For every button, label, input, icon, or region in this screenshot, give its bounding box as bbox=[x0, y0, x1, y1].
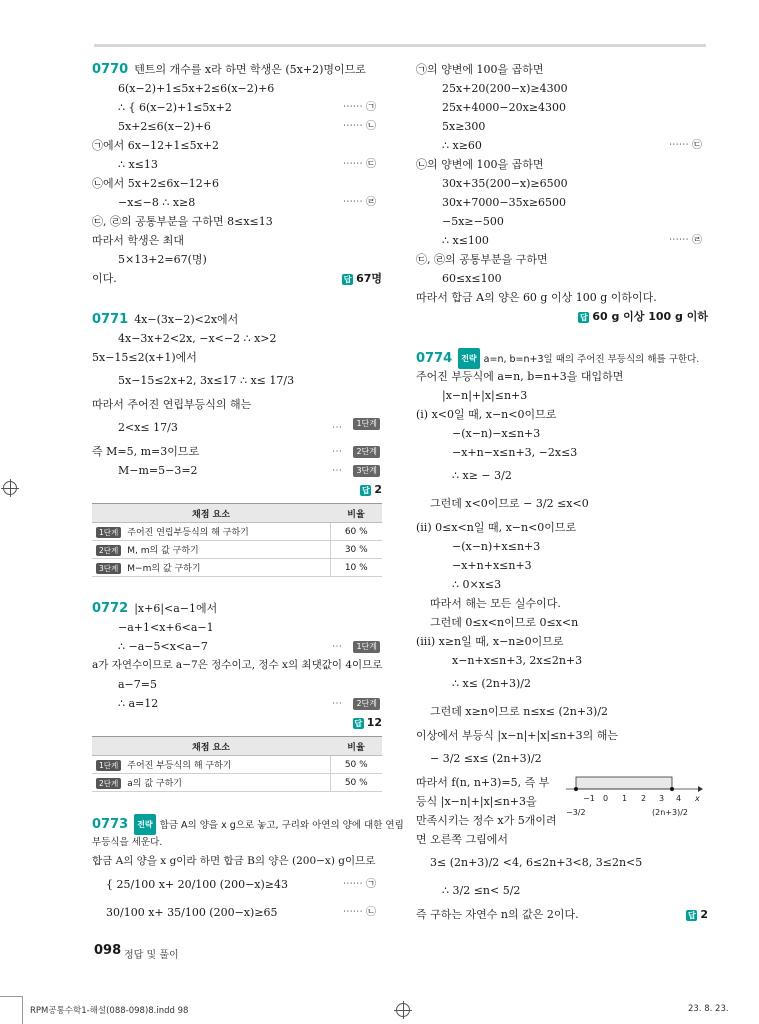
right-endpoint-label: (2n+3)/2 bbox=[652, 808, 688, 817]
math-line: 4x−3x+2<2x, −x<−2 ∴ x>2 bbox=[118, 332, 277, 345]
math-line: ∴ 0×x≤3 bbox=[452, 578, 502, 591]
math-line: 그런데 x≥n이므로 n≤x≤ (2n+3)/2 bbox=[430, 705, 609, 718]
math-line: 5x−15≤2x+2, 3x≤17 ∴ x≤ 17/3 bbox=[118, 374, 295, 387]
answer-0773: 답 60 g 이상 100 g 이하 bbox=[579, 310, 708, 323]
step-badge: 1단계 bbox=[353, 641, 380, 653]
math-line: −x≤−8 ∴ x≥8 ⋯⋯ ㉣ bbox=[118, 196, 376, 209]
math-line: 따라서 f(n, n+3)=5, 즉 부 bbox=[416, 776, 550, 789]
step-badge: 3단계 bbox=[353, 465, 380, 477]
problem-number: 0772 bbox=[92, 601, 129, 616]
math-line: 즉 M=5, m=3이므로 ⋯ 2단계 bbox=[92, 442, 382, 461]
math-line: ㉠의 양변에 100을 곱하면 bbox=[416, 63, 544, 76]
numberline-block bbox=[416, 773, 708, 849]
math-line: −a+1<x+6<a−1 bbox=[118, 621, 214, 634]
answer-0771: 답 2 bbox=[361, 483, 382, 496]
axis-arrow bbox=[698, 786, 703, 792]
answer-icon: 답 bbox=[687, 911, 696, 920]
step-badge: 1단계 bbox=[353, 418, 380, 430]
math-line: − 3/2 ≤x≤ (2n+3)/2 bbox=[430, 752, 542, 765]
problem-0773-header: 0773 전략 합금 A의 양을 x g으로 놓고, 구리와 아연의 양에 대한 연립 bbox=[92, 814, 382, 833]
math-line: ∴ a=12 ⋯ 2단계 bbox=[92, 694, 382, 713]
answer-icon: 답 bbox=[579, 313, 588, 322]
endpoint-left bbox=[574, 787, 578, 791]
math-line: 30x+35(200−x)≥6500 bbox=[442, 177, 568, 190]
math-line: 3≤ (2n+3)/2 <4, 6≤2n+3<8, 3≤2n<5 bbox=[430, 856, 643, 869]
math-line: ∴ x≥ − 3/2 bbox=[452, 469, 512, 482]
math-line: (ii) 0≤x<n일 때, x−n<0이므로 bbox=[416, 521, 577, 534]
problem-number: 0771 bbox=[92, 312, 129, 327]
problem-0771-header: 0771 4x−(3x−2)<2x에서 bbox=[92, 312, 239, 327]
tick-label: 4 bbox=[676, 794, 682, 803]
answer-0772: 답 12 bbox=[354, 716, 382, 729]
math-line: ㉢, ㉣의 공통부분을 구하면 8≤x≤13 bbox=[92, 215, 273, 228]
math-line: 이다. 답 67명 bbox=[92, 269, 382, 288]
math-line: ∴ x≥60 ⋯⋯ ㉢ bbox=[442, 139, 702, 152]
scoring-table-0771: 채점 요소 비율 1단계 주어진 연립부등식의 해 구하기 60 % 2단계 M, m의 값 구하기 30 % 3단계 M−m의 값 구하기 10 % bbox=[92, 503, 382, 577]
math-line: −x+n−x≤n+3, −2x≤3 bbox=[452, 446, 578, 459]
math-line: 5x≥300 bbox=[442, 120, 486, 133]
math-line: 합금 A의 양을 x g이라 하면 합금 B의 양은 (200−x) g이므로 bbox=[92, 855, 376, 867]
math-line: −x+n+x≤n+3 bbox=[452, 559, 532, 572]
math-line: ∴ x≤100 ⋯⋯ ㉣ bbox=[442, 234, 702, 247]
top-rule bbox=[94, 44, 706, 47]
tick-label: 0 bbox=[603, 794, 609, 803]
endpoint-right bbox=[670, 787, 674, 791]
strategy-badge: 전략 bbox=[458, 348, 479, 369]
math-line: ㉡에서 5x+2≤6x−12+6 bbox=[92, 177, 220, 190]
math-line: 25x+4000−20x≥4300 bbox=[442, 101, 567, 114]
math-line: ∴ { 6(x−2)+1≤5x+2 ⋯⋯ ㉠ bbox=[118, 101, 376, 114]
math-line: 주어진 부등식에 a=n, b=n+3을 대입하면 bbox=[416, 370, 624, 383]
problem-number: 0770 bbox=[92, 62, 129, 77]
math-line: 그런데 0≤x<n이므로 0≤x<n bbox=[430, 616, 579, 629]
right-column bbox=[416, 60, 708, 924]
math-line: −(x−n)+x≤n+3 bbox=[452, 540, 541, 553]
math-line: (i) x<0일 때, x−n<0이므로 bbox=[416, 408, 557, 421]
answer-icon: 답 bbox=[354, 719, 363, 728]
math-line: 등식 |x−n|+|x|≤n+3을 bbox=[416, 795, 537, 808]
math-line: a가 자연수이므로 a−7은 정수이고, 정수 x의 최댓값이 4이므로 bbox=[92, 659, 383, 671]
tick-label: 1 bbox=[622, 794, 628, 803]
math-line: 따라서 해는 모든 실수이다. bbox=[430, 597, 561, 610]
left-column bbox=[92, 60, 404, 927]
problem-number: 0774 bbox=[416, 351, 453, 366]
math-line: x−n+x≤n+3, 2x≤2n+3 bbox=[452, 654, 583, 667]
math-line: a−7=5 bbox=[118, 678, 157, 691]
math-line: 따라서 주어진 연립부등식의 해는 bbox=[92, 398, 252, 411]
math-line: 60≤x≤100 bbox=[442, 272, 502, 285]
math-line: ㉠에서 6x−12+1≤5x+2 bbox=[92, 139, 220, 152]
math-line: { 25/100 x+ 20/100 (200−x)≥43 ⋯⋯ ㉠ bbox=[106, 878, 376, 891]
footer-label: 정답 및 풀이 bbox=[124, 950, 179, 961]
strategy-badge: 전략 bbox=[134, 814, 155, 835]
math-line: 2<x≤ 17/3 ⋯ 1단계 bbox=[92, 414, 382, 442]
answer-0774: 답 2 bbox=[687, 908, 708, 921]
print-date: 23. 8. 23. bbox=[688, 1004, 729, 1014]
math-line: 따라서 학생은 최대 bbox=[92, 234, 185, 247]
math-line: M−m=5−3=2 ⋯ 3단계 bbox=[92, 461, 382, 480]
step-badge: 2단계 bbox=[353, 446, 380, 458]
solution-region bbox=[576, 777, 672, 789]
file-slug: RPM공통수학1-해설(088-098)8.indd 98 bbox=[30, 1006, 189, 1016]
math-line: 5x−15≤2(x+1)에서 bbox=[92, 351, 197, 364]
math-line: 6(x−2)+1≤5x+2≤6(x−2)+6 bbox=[118, 82, 275, 95]
math-line: ∴ x≤13 ⋯⋯ ㉢ bbox=[118, 158, 376, 171]
math-line: 25x+20(200−x)≥4300 bbox=[442, 82, 568, 95]
math-line: (iii) x≥n일 때, x−n≥0이므로 bbox=[416, 635, 564, 648]
step-badge: 2단계 bbox=[353, 698, 380, 710]
registration-mark bbox=[3, 481, 17, 495]
problem-0774-header: 0774 전략 a=n, b=n+3일 때의 주어진 부등식의 해를 구한다. bbox=[416, 348, 708, 367]
math-line: ㉢, ㉣의 공통부분을 구하면 bbox=[416, 253, 548, 266]
math-line: ㉡의 양변에 100을 곱하면 bbox=[416, 158, 544, 171]
math-line: −5x≥−500 bbox=[442, 215, 504, 228]
math-line: 따라서 합금 A의 양은 60 g 이상 100 g 이하이다. bbox=[416, 291, 657, 304]
strategy-text: 부등식을 세운다. bbox=[92, 837, 163, 848]
answer-icon: 답 bbox=[343, 275, 352, 284]
tick-label: 2 bbox=[641, 794, 647, 803]
math-line: −(x−n)−x≤n+3 bbox=[452, 427, 541, 440]
crop-mark bbox=[0, 996, 22, 997]
math-line: 30/100 x+ 35/100 (200−x)≥65 ⋯⋯ ㉡ bbox=[106, 906, 376, 919]
math-line: 즉 구하는 자연수 n의 값은 2이다. 답 2 bbox=[416, 905, 708, 924]
number-line-figure bbox=[564, 771, 704, 831]
scoring-table-0772: 채점 요소 비율 1단계 주어진 부등식의 해 구하기 50 % 2단계 a의 값 구하기 50 % bbox=[92, 736, 382, 792]
tick-label: 3 bbox=[659, 794, 665, 803]
math-line: 이상에서 부등식 |x−n|+|x|≤n+3의 해는 bbox=[416, 729, 619, 742]
math-line: 만족시키는 정수 x가 5개이려 bbox=[416, 814, 557, 827]
answer-row bbox=[92, 713, 382, 732]
problem-0772-header: 0772 |x+6|<a−1에서 bbox=[92, 601, 218, 616]
axis-label: x bbox=[695, 794, 700, 803]
answer-row bbox=[416, 307, 708, 326]
answer-row bbox=[92, 480, 382, 499]
math-line: 면 오른쪽 그림에서 bbox=[416, 833, 509, 846]
math-line: |x−n|+|x|≤n+3 bbox=[442, 389, 528, 402]
math-line: ∴ x≤ (2n+3)/2 bbox=[452, 677, 531, 690]
answer-icon: 답 bbox=[361, 486, 370, 495]
math-line: 5×13+2=67(명) bbox=[118, 253, 207, 266]
math-line: 30x+7000−35x≥6500 bbox=[442, 196, 567, 209]
math-line: 5x+2≤6(x−2)+6 ⋯⋯ ㉡ bbox=[118, 120, 376, 133]
math-line: 그런데 x<0이므로 − 3/2 ≤x<0 bbox=[430, 497, 589, 510]
math-line: ∴ 3/2 ≤n< 5/2 bbox=[442, 884, 521, 897]
problem-0770-header: 0770 텐트의 개수를 x라 하면 학생은 (5x+2)명이므로 bbox=[92, 62, 366, 77]
tick-label: −1 bbox=[583, 794, 595, 803]
math-line: ∴ −a−5<x<a−7 ⋯ 1단계 bbox=[92, 637, 382, 656]
problem-number: 0773 bbox=[92, 817, 129, 832]
left-endpoint-label: −3/2 bbox=[566, 808, 586, 817]
registration-mark bbox=[396, 1003, 410, 1017]
answer-0770: 답 67명 bbox=[343, 272, 382, 285]
crop-mark bbox=[22, 996, 23, 1024]
page-number: 098 bbox=[94, 943, 122, 958]
